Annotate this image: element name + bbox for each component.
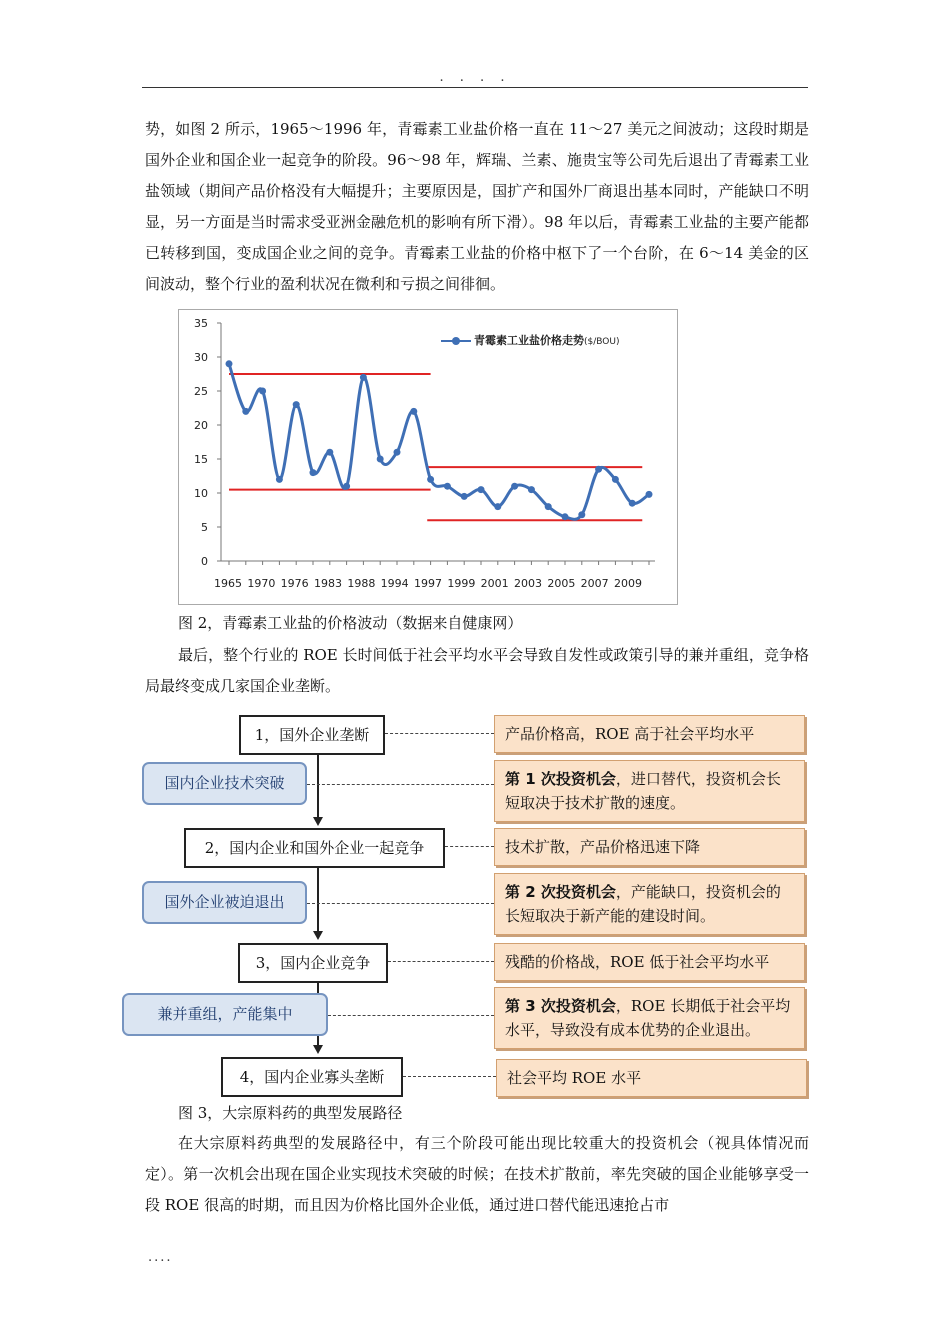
data-point — [410, 408, 417, 415]
figure3-caption: 图 3，大宗原料药的典型发展路径 — [178, 1104, 403, 1122]
data-point — [478, 486, 485, 493]
paragraph-investment-opportunities: 在大宗原料药典型的发展路径中，有三个阶段可能出现比较重大的投资机会（视具体情况而定）。第一次机会出现在国企业实现技术突破的时候；在技术扩散前，率先突破的国企业能够享受一段 ROE 很高的时期，而且因为价格比国外企业低，通过进口替代能迅速抢占市 — [145, 1134, 809, 1214]
x-tick-label: 2007 — [580, 577, 609, 590]
x-tick-label: 1999 — [447, 577, 476, 590]
x-tick-label: 2003 — [514, 577, 542, 590]
opportunity-3-text: ，ROE 长期低于社会平均水平，导致没有成本优势的企业退出。 — [505, 997, 791, 1039]
x-tick-label: 1983 — [314, 577, 342, 590]
transition-consolidation: 兼并重组，产能集中 — [122, 993, 328, 1036]
legend-label: 青霉素工业盐价格走势 — [474, 334, 584, 347]
figure2-caption: 图 2，青霉素工业盐的价格波动（数据来自健康网） — [178, 614, 523, 632]
note-text: 产品价格高，ROE 高于社会平均水平 — [505, 725, 755, 743]
y-tick-label: 5 — [201, 521, 208, 534]
note-text — [505, 767, 794, 815]
stage-1-foreign-monopoly: 1，国外企业垄断 — [239, 715, 385, 755]
y-tick-label: 15 — [194, 453, 208, 466]
x-tick-label: 2009 — [614, 577, 642, 590]
dashed-link — [385, 733, 494, 734]
data-point — [293, 401, 300, 408]
data-point — [276, 476, 283, 483]
transition-foreign-exit: 国外企业被迫退出 — [142, 881, 307, 924]
stage-4-domestic-oligopoly: 4，国内企业寡头垄断 — [221, 1057, 403, 1097]
data-point — [259, 388, 266, 395]
x-tick-label: 1994 — [380, 577, 409, 590]
data-point — [226, 360, 233, 367]
y-tick-label: 0 — [201, 555, 208, 568]
data-point — [427, 476, 434, 483]
arrow-down-icon — [313, 931, 323, 940]
data-point — [545, 503, 552, 510]
note-tech-diffusion — [494, 828, 805, 866]
dashed-link — [388, 961, 494, 962]
y-tick-label: 35 — [194, 317, 208, 330]
x-tick-label: 1976 — [280, 577, 309, 590]
price-series-line — [229, 364, 649, 520]
note-text — [505, 880, 794, 928]
paragraph-roe-consolidation: 最后，整个行业的 ROE 长时间低于社会平均水平会导致自发性或政策引导的兼并重组，竞争格局最终变成几家国企业垄断。 — [145, 646, 809, 695]
data-point — [629, 500, 636, 507]
dashed-link — [328, 1015, 494, 1016]
data-point — [343, 483, 350, 490]
y-tick-label: 20 — [194, 419, 208, 432]
note-opportunity-1 — [494, 760, 805, 822]
x-tick-label: 1965 — [214, 577, 242, 590]
transition-tech-breakthrough: 国内企业技术突破 — [142, 762, 307, 805]
note-text: 社会平均 ROE 水平 — [507, 1069, 642, 1087]
x-tick-label: 1970 — [247, 577, 276, 590]
dashed-link — [307, 784, 494, 785]
legend-unit: ($/BOU) — [584, 337, 620, 347]
chart-legend — [441, 332, 619, 348]
note-text: 技术扩散，产品价格迅速下降 — [505, 838, 701, 856]
arrow-down-icon — [313, 817, 323, 826]
price-chart-svg — [179, 310, 677, 604]
note-opportunity-2 — [494, 873, 805, 935]
dashed-link — [403, 1076, 496, 1077]
data-point — [360, 374, 367, 381]
dashed-link — [445, 846, 494, 847]
price-chart — [178, 309, 678, 605]
stage-3-domestic-competition: 3，国内企业竞争 — [238, 943, 388, 983]
data-point — [461, 493, 468, 500]
header-rule — [142, 87, 808, 88]
y-tick-label: 10 — [194, 487, 208, 500]
arrow-down-icon — [313, 1045, 323, 1054]
data-point — [242, 408, 249, 415]
data-point — [494, 503, 501, 510]
x-tick-label: 2001 — [480, 577, 509, 590]
note-text: 残酷的价格战，ROE 低于社会平均水平 — [505, 953, 770, 971]
note-average-roe — [496, 1059, 807, 1097]
flow-connector-1 — [317, 753, 319, 817]
page-header-dots: . . . . — [439, 70, 511, 85]
page-footer-dots: .... — [148, 1250, 173, 1265]
opportunity-2-text: ，产能缺口，投资机会的长短取决于新产能的建设时间。 — [505, 883, 781, 925]
y-tick-label: 25 — [194, 385, 208, 398]
data-point — [326, 449, 333, 456]
data-point — [612, 476, 619, 483]
note-opportunity-3 — [494, 987, 805, 1049]
dashed-link — [307, 903, 494, 904]
opportunity-1-text: ，进口替代，投资机会长短取决于技术扩散的速度。 — [505, 770, 781, 812]
data-point — [377, 456, 384, 463]
note-high-roe — [494, 715, 805, 753]
flow-connector-2 — [317, 866, 319, 931]
stage-2-joint-competition: 2，国内企业和国外企业一起竞争 — [184, 828, 445, 868]
data-point — [444, 483, 451, 490]
data-point — [394, 449, 401, 456]
note-text — [505, 994, 794, 1042]
x-tick-label: 1988 — [347, 577, 376, 590]
y-tick-label: 30 — [194, 351, 208, 364]
legend-line-marker-icon — [441, 336, 471, 346]
paragraph-penicillin-history: 势，如图 2 所示，1965～1996 年，青霉素工业盐价格一直在 11～27 美元之间波动；这段时期是国外企业和国企业一起竞争的阶段。96～98 年，辉瑞、兰素、施贵宝等公司先后退出了青霉素工业盐领域（期间产品价格没有大幅提升；主要原因是，国扩产和国外厂商退出基本同时，产能缺口不明显，另一方面是当时需求受亚洲金融危机的影响有所下滑）。98 年以后，青霉素工业盐的主要产能都已转移到国，变成国企业之间的竞争。青霉素工业盐的价格中枢下了一个台阶，在 6～14 美金的区间波动，整个行业的盈利状况在微利和亏损之间徘徊。 — [145, 120, 809, 293]
data-point — [511, 483, 518, 490]
x-tick-label: 2005 — [547, 577, 576, 590]
data-point — [578, 511, 585, 518]
data-point — [562, 513, 569, 520]
opportunity-3-label: 第 3 次投资机会 — [505, 997, 616, 1015]
x-tick-label: 1997 — [414, 577, 442, 590]
data-point — [310, 469, 317, 476]
opportunity-2-label: 第 2 次投资机会 — [505, 883, 616, 901]
opportunity-1-label: 第 1 次投资机会 — [505, 770, 616, 788]
data-point — [595, 466, 602, 473]
data-point — [528, 486, 535, 493]
data-point — [646, 491, 653, 498]
note-price-war — [494, 943, 805, 981]
